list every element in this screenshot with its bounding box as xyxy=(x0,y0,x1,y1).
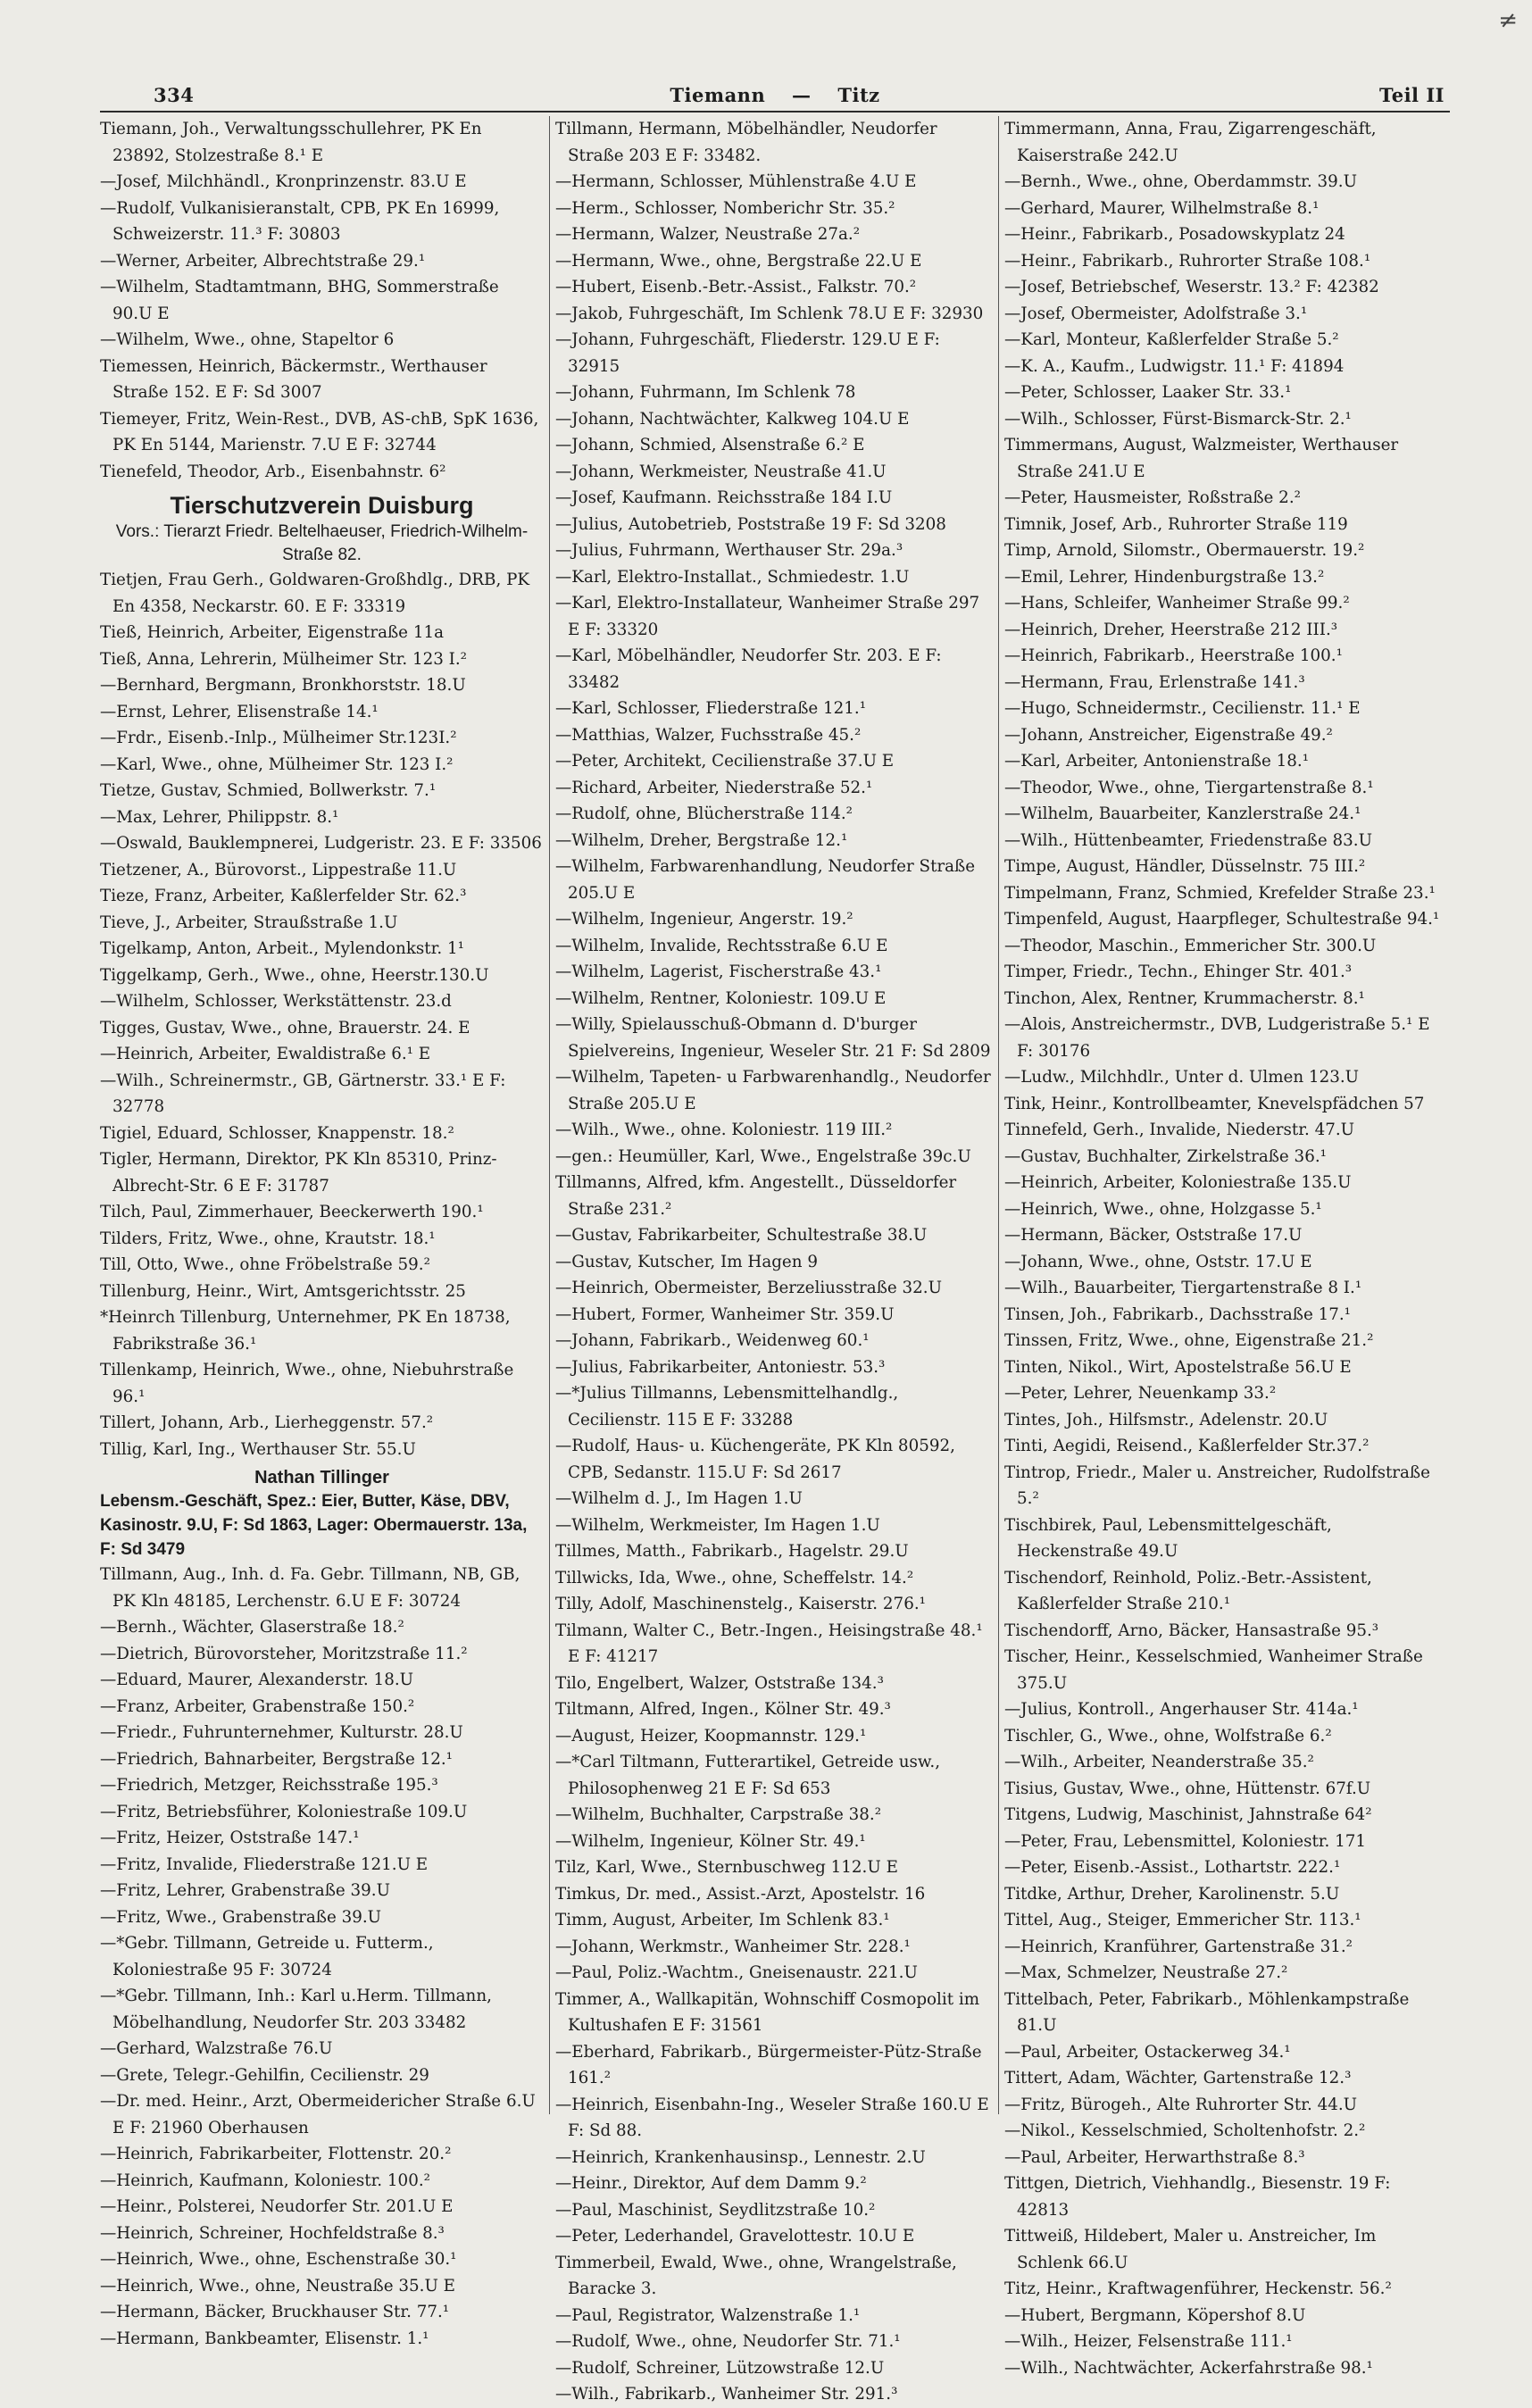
directory-entry: —Wilhelm, Rentner, Koloniestr. 109.U E xyxy=(555,988,887,1008)
directory-entry: —Wilhelm, Ingenieur, Angerstr. 19.² xyxy=(555,910,853,929)
directory-entry: Timpe, August, Händler, Düsselnstr. 75 III.² xyxy=(1004,857,1366,876)
directory-entry: —Hermann, Frau, Erlenstraße 141.³ xyxy=(1004,672,1305,692)
directory-entry: —Karl, Elektro-Installat., Schmiedestr. 1.U xyxy=(555,567,910,587)
directory-entry: Timnik, Josef, Arb., Ruhrorter Straße 119 xyxy=(1004,514,1348,534)
directory-entry: —Herm., Schlosser, Nomberichr Str. 35.² xyxy=(555,198,895,218)
directory-entry: Tilly, Adolf, Maschinenstelg., Kaiserstr. 276.¹ xyxy=(555,1595,926,1613)
advertisement-center: Vors.: Tierarzt Friedr. Beltelhaeuser, Friedrich-Wilhelm-Straße 82. xyxy=(115,522,529,564)
directory-entry: Titgens, Ludwig, Maschinist, Jahnstraße 64² xyxy=(1004,1805,1372,1824)
directory-entry: —Wilh., Heizer, Felsenstraße 111.¹ xyxy=(1004,2332,1293,2351)
page-number: 334 xyxy=(154,84,195,106)
directory-entry: —Julius, Fabrikarbeiter, Antoniestr. 53.³ xyxy=(555,1357,886,1377)
directory-entry: —Peter, Frau, Lebensmittel, Koloniestr. 171 xyxy=(1004,1831,1367,1851)
directory-entry: —Karl, Elektro-Installateur, Wanheimer Straße 297 E F: 33320 xyxy=(555,594,980,639)
directory-entry: Timm, August, Arbeiter, Im Schlenk 83.¹ xyxy=(555,1911,890,1929)
directory-entry: —Karl, Monteur, Kaßlerfelder Straße 5.² xyxy=(1004,330,1339,349)
directory-entry: —Hubert, Bergmann, Köpershof 8.U xyxy=(1004,2305,1306,2325)
directory-entry: —Peter, Hausmeister, Roßstraße 2.² xyxy=(1004,488,1301,507)
directory-entry: —Heinrich, Fabrikarbeiter, Flottenstr. 20.² xyxy=(100,2145,452,2163)
directory-entry: —Heinrich, Eisenbahn-Ing., Weseler Straße 160.U E F: Sd 88. xyxy=(555,2095,989,2140)
directory-entry: Tink, Heinr., Kontrollbeamter, Knevelspfädchen 57 xyxy=(1004,1094,1425,1113)
directory-entry: Tillmanns, Alfred, kfm. Angestellt., Düsseldorfer Straße 231.² xyxy=(555,1173,957,1219)
directory-entry: —Eberhard, Fabrikarb., Bürgermeister-Pütz-Straße 161.² xyxy=(555,2042,982,2087)
directory-entry: Tiemessen, Heinrich, Bäckermstr., Werthauser Straße 152. E F: Sd 3007 xyxy=(100,356,487,402)
directory-entry: Tiemeyer, Fritz, Wein-Rest., DVB, AS-chB, SpK 1636, PK En 5144, Marienstr. 7.U E F: 32744 xyxy=(100,409,539,454)
directory-entry: Tintrop, Friedr., Maler u. Anstreicher, Rudolfstraße 5.² xyxy=(1004,1462,1430,1508)
directory-entry: —Wilh., Schreinermstr., GB, Gärtnerstr. 33.¹ E F: 32778 xyxy=(100,1071,506,1116)
directory-entry: Timmerbeil, Ewald, Wwe., ohne, Wrangelstraße, Baracke 3. xyxy=(555,2253,957,2298)
directory-entry: —Julius, Fuhrmann, Werthauser Str. 29a.³ xyxy=(555,541,903,560)
directory-entry: —Wilhelm, Werkmeister, Im Hagen 1.U xyxy=(555,1515,880,1535)
directory-entry: —Josef, Betriebschef, Weserstr. 13.² F: 42382 xyxy=(1004,278,1379,296)
directory-entry: —Hermann, Wwe., ohne, Bergstraße 22.U E xyxy=(555,251,922,271)
directory-entry: —Wilhelm, Stadtamtmann, BHG, Sommerstraße 90.U E xyxy=(100,278,499,323)
directory-entry: —Matthias, Walzer, Fuchsstraße 45.² xyxy=(555,725,862,745)
directory-entry: —K. A., Kaufm., Ludwigstr. 11.¹ F: 41894 xyxy=(1004,356,1345,376)
directory-entry: —Oswald, Bauklempnerei, Ludgeristr. 23. E F: 33506 xyxy=(100,834,542,853)
directory-entry: Timmermann, Anna, Frau, Zigarrengeschäft, Kaiserstraße 242.U xyxy=(1004,120,1377,165)
directory-entry: —Wilhelm, Buchhalter, Carpstraße 38.² xyxy=(555,1805,882,1824)
directory-entry: —Friedrich, Metzger, Reichsstraße 195.³ xyxy=(100,1776,438,1795)
running-title-right: Titz xyxy=(837,84,880,106)
directory-entry: —Gustav, Fabrikarbeiter, Schultestraße 38.U xyxy=(555,1226,928,1245)
directory-entry: —Willy, Spielausschuß-Obmann d. D'burger Spielvereins, Ingenieur, Weseler Str. 21 F: Sd 2809 xyxy=(555,1015,991,1061)
directory-entry: —Franz, Arbeiter, Grabenstraße 150.² xyxy=(100,1696,415,1716)
directory-entry: —Wilh., Schlosser, Fürst-Bismarck-Str. 2.¹ xyxy=(1004,409,1352,429)
directory-entry: —Hubert, Eisenb.-Betr.-Assist., Falkstr. 70.² xyxy=(555,278,917,296)
directory-entry: Tillenburg, Heinr., Wirt, Amtsgerichtsstr. 25 xyxy=(100,1281,466,1301)
directory-entry: —Rudolf, Haus- u. Küchengeräte, PK Kln 80592, CPB, Sedanstr. 115.U F: Sd 2617 xyxy=(555,1437,955,1482)
directory-entry: —Friedr., Fuhrunternehmer, Kulturstr. 28.U xyxy=(100,1723,463,1742)
directory-entry: —Ernst, Lehrer, Elisenstraße 14.¹ xyxy=(100,702,379,721)
directory-entry: —Frdr., Eisenb.-Inlp., Mülheimer Str.123I.² xyxy=(100,729,457,747)
directory-entry: Tittert, Adam, Wächter, Gartenstraße 12.³ xyxy=(1004,2069,1352,2087)
directory-entry: —Gerhard, Maurer, Wilhelmstraße 8.¹ xyxy=(1004,198,1320,218)
directory-entry: Till, Otto, Wwe., ohne Fröbelstraße 59.² xyxy=(100,1255,430,1274)
directory-entry: —Paul, Arbeiter, Ostackerweg 34.¹ xyxy=(1004,2042,1291,2062)
directory-entry: —Josef, Milchhändl., Kronprinzenstr. 83.U E xyxy=(100,172,467,191)
directory-entry: —Karl, Wwe., ohne, Mülheimer Str. 123 I.² xyxy=(100,754,454,774)
directory-entry: —*Gebr. Tillmann, Inh.: Karl u.Herm. Tillmann, Möbelhandlung, Neudorfer Str. 203 33482 xyxy=(100,1987,492,2032)
running-title-separator: — xyxy=(792,84,812,106)
directory-entry: Tischendorff, Arno, Bäcker, Hansastraße 95.³ xyxy=(1004,1621,1379,1640)
directory-entry: —Wilh., Nachtwächter, Ackerfahrstraße 98.¹ xyxy=(1004,2358,1373,2378)
directory-entry: —Bernh., Wächter, Glaserstraße 18.² xyxy=(100,1618,404,1637)
directory-entry: —Heinr., Polsterei, Neudorfer Str. 201.U E xyxy=(100,2197,454,2216)
directory-entry: —Gerhard, Walzstraße 76.U xyxy=(100,2039,333,2058)
directory-entry: —Dr. med. Heinr., Arzt, Obermeidericher Straße 6.U E F: 21960 Oberhausen xyxy=(100,2092,536,2137)
directory-entry: —Peter, Architekt, Cecilienstraße 37.U E xyxy=(555,752,895,771)
directory-entry: —Johann, Wwe., ohne, Oststr. 17.U E xyxy=(1004,1252,1312,1271)
directory-entry: —Wilhelm, Lagerist, Fischerstraße 43.¹ xyxy=(555,962,882,981)
directory-entry: Tillig, Karl, Ing., Werthauser Str. 55.U xyxy=(100,1439,416,1459)
directory-entry: Tietze, Gustav, Schmied, Bollwerkstr. 7.¹ xyxy=(100,781,437,800)
directory-entry: Tiltmann, Alfred, Ingen., Kölner Str. 49.³ xyxy=(555,1700,891,1719)
directory-entry: Tillert, Johann, Arb., Lierheggenstr. 57.² xyxy=(100,1413,434,1432)
directory-entry: —Paul, Registrator, Walzenstraße 1.¹ xyxy=(555,2305,861,2325)
directory-entry: Tittel, Aug., Steiger, Emmericher Str. 113.¹ xyxy=(1004,1911,1361,1929)
directory-entry: —Peter, Eisenb.-Assist., Lothartstr. 222.¹ xyxy=(1004,1858,1341,1877)
directory-entry: Tietzener, A., Bürovorst., Lippestraße 11.U xyxy=(100,860,457,879)
directory-entry: —Werner, Arbeiter, Albrechtstraße 29.¹ xyxy=(100,251,426,271)
directory-entry: —Alois, Anstreichermstr., DVB, Ludgeristraße 5.¹ E F: 30176 xyxy=(1004,1015,1430,1061)
directory-entry: —Peter, Lehrer, Neuenkamp 33.² xyxy=(1004,1384,1277,1403)
directory-entry: —Max, Schmelzer, Neustraße 27.² xyxy=(1004,1963,1288,1982)
directory-entry: —Heinr., Direktor, Auf dem Damm 9.² xyxy=(555,2174,867,2193)
directory-entry: Tieß, Anna, Lehrerin, Mülheimer Str. 123 I.² xyxy=(100,649,468,669)
directory-entry: Tischbirek, Paul, Lebensmittelgeschäft, Heckenstraße 49.U xyxy=(1004,1515,1332,1561)
directory-entry: —Gustav, Kutscher, Im Hagen 9 xyxy=(555,1252,818,1271)
directory-entry: Tillwicks, Ida, Wwe., ohne, Scheffelstr. 14.² xyxy=(555,1568,914,1587)
directory-entry: —Wilhelm, Dreher, Bergstraße 12.¹ xyxy=(555,830,848,850)
directory-entry: —Wilhelm, Invalide, Rechtsstraße 6.U E xyxy=(555,936,888,955)
directory-entry: Titz, Heinr., Kraftwagenführer, Heckenstr. 56.² xyxy=(1004,2279,1392,2298)
running-title-left: Tiemann xyxy=(670,84,766,106)
directory-entry: Tisius, Gustav, Wwe., ohne, Hüttenstr. 67f.U xyxy=(1004,1779,1371,1798)
directory-entry: Tinsen, Joh., Fabrikarb., Dachsstraße 17.¹ xyxy=(1004,1304,1351,1324)
directory-entry: —Heinrich, Arbeiter, Koloniestraße 135.U xyxy=(1004,1173,1352,1192)
directory-entry: —Richard, Arbeiter, Niederstraße 52.¹ xyxy=(555,778,873,797)
directory-entry: Tittweiß, Hildebert, Maler u. Anstreicher, Im Schlenk 66.U xyxy=(1004,2227,1377,2272)
directory-entry: Timpenfeld, August, Haarpfleger, Schultestraße 94.¹ xyxy=(1004,910,1440,929)
directory-entry: Tieß, Heinrich, Arbeiter, Eigenstraße 11a xyxy=(100,623,444,642)
directory-entry: Tieze, Franz, Arbeiter, Kaßlerfelder Str. 62.³ xyxy=(100,887,467,905)
column-left xyxy=(100,116,549,2348)
directory-entry: —Peter, Schlosser, Laaker Str. 33.¹ xyxy=(1004,383,1292,402)
directory-entry: Tilch, Paul, Zimmerhauer, Beeckerwerth 190.¹ xyxy=(100,1203,484,1221)
directory-entry: —Nikol., Kesselschmied, Scholtenhofstr. 2.² xyxy=(1004,2121,1366,2140)
directory-entry: —Wilh., Fabrikarb., Wanheimer Str. 291.³ xyxy=(555,2385,898,2404)
directory-entry: —gen.: Heumüller, Karl, Wwe., Engelstraße 39c.U xyxy=(555,1146,971,1166)
directory-entry: Tiggelkamp, Gerh., Wwe., ohne, Heerstr.130.U xyxy=(100,965,489,985)
directory-entry: —Heinrich, Schreiner, Hochfeldstraße 8.³ xyxy=(100,2223,445,2243)
directory-entry: —Johann, Fuhrgeschäft, Fliederstr. 129.U E F: 32915 xyxy=(555,330,940,376)
running-title xyxy=(100,84,1450,106)
directory-entry: —Heinrich, Wwe., ohne, Holzgasse 5.¹ xyxy=(1004,1199,1322,1219)
directory-entry: —*Gebr. Tillmann, Getreide u. Futterm., Koloniestraße 95 F: 30724 xyxy=(100,1934,434,1979)
directory-entry: —Rudolf, Wwe., ohne, Neudorfer Str. 71.¹ xyxy=(555,2332,901,2351)
directory-entry: —Heinrich, Fabrikarb., Heerstraße 100.¹ xyxy=(1004,646,1343,665)
directory-entry: —Emil, Lehrer, Hindenburgstraße 13.² xyxy=(1004,567,1325,587)
directory-entry: —Dietrich, Bürovorsteher, Moritzstraße 11.² xyxy=(100,1644,468,1663)
directory-entry: Tilo, Engelbert, Walzer, Oststraße 134.³ xyxy=(555,1673,884,1693)
directory-entry: —Wilhelm, Wwe., ohne, Stapeltor 6 xyxy=(100,330,395,349)
directory-entry: —Hans, Schleifer, Wanheimer Straße 99.² xyxy=(1004,594,1350,612)
directory-entry: Tillmes, Matth., Fabrikarb., Hagelstr. 29.U xyxy=(555,1542,909,1561)
directory-entry: —Hermann, Bäcker, Oststraße 17.U xyxy=(1004,1226,1303,1245)
directory-entry: —Bernhard, Bergmann, Bronkhorststr. 18.U xyxy=(100,676,466,695)
directory-entry: —Heinrich, Arbeiter, Ewaldistraße 6.¹ E xyxy=(100,1045,431,1063)
directory-entry: —Heinr., Fabrikarb., Posadowskyplatz 24 xyxy=(1004,225,1345,244)
directory-entry: —Rudolf, Schreiner, Lützowstraße 12.U xyxy=(555,2358,885,2378)
directory-entry: Timper, Friedr., Techn., Ehinger Str. 401.³ xyxy=(1004,962,1353,981)
directory-entry: —Karl, Möbelhändler, Neudorfer Str. 203. E F: 33482 xyxy=(555,646,942,692)
directory-entry: —Karl, Arbeiter, Antonienstraße 18.¹ xyxy=(1004,752,1310,771)
directory-entry: —Theodor, Wwe., ohne, Tiergartenstraße 8.¹ xyxy=(1004,778,1374,797)
directory-entry: —Fritz, Invalide, Fliederstraße 121.U E xyxy=(100,1854,429,1874)
directory-entry: —*Julius Tillmanns, Lebensmittelhandlg., Cecilienstr. 115 E F: 33288 xyxy=(555,1384,899,1429)
directory-entry: Tintes, Joh., Hilfsmstr., Adelenstr. 20.U xyxy=(1004,1410,1328,1429)
directory-entry: —August, Heizer, Koopmannstr. 129.¹ xyxy=(555,1726,867,1746)
directory-entry: —Johann, Anstreicher, Eigenstraße 49.² xyxy=(1004,725,1333,745)
directory-entry: —Johann, Fabrikarb., Weidenweg 60.¹ xyxy=(555,1331,870,1350)
directory-entry: —Wilhelm, Schlosser, Werkstättenstr. 23.d xyxy=(100,992,452,1011)
directory-entry: —Heinrich, Obermeister, Berzeliusstraße 32.U xyxy=(555,1279,943,1297)
directory-entry: Tillmann, Hermann, Möbelhändler, Neudorfer Straße 203 E F: 33482. xyxy=(555,120,937,165)
directory-entry: —Heinr., Fabrikarb., Ruhrorter Straße 108.¹ xyxy=(1004,251,1371,271)
directory-entry: —Fritz, Bürogeh., Alte Ruhrorter Str. 44.U xyxy=(1004,2095,1358,2114)
directory-entry: —Paul, Arbeiter, Herwarthstraße 8.³ xyxy=(1004,2147,1305,2167)
directory-entry: —Wilh., Wwe., ohne. Koloniestr. 119 III.² xyxy=(555,1121,893,1139)
directory-entry: Tittelbach, Peter, Fabrikarb., Möhlenkampstraße 81.U xyxy=(1004,1989,1410,2035)
directory-entry: —Heinrich, Dreher, Heerstraße 212 III.³ xyxy=(1004,620,1338,639)
directory-entry: —Eduard, Maurer, Alexanderstr. 18.U xyxy=(100,1671,414,1689)
column-right xyxy=(998,116,1447,2378)
directory-entry: —Friedrich, Bahnarbeiter, Bergstraße 12.¹ xyxy=(100,1749,454,1769)
directory-entry: —Josef, Obermeister, Adolfstraße 3.¹ xyxy=(1004,304,1308,323)
directory-entry: —Hermann, Bankbeamter, Elisenstr. 1.¹ xyxy=(100,2329,429,2348)
directory-entry: —*Carl Tiltmann, Futterartikel, Getreide usw., Philosophenweg 21 E F: Sd 653 xyxy=(555,1753,941,1798)
directory-entry: —Gustav, Buchhalter, Zirkelstraße 36.¹ xyxy=(1004,1146,1327,1166)
directory-entry: —Heinrich, Wwe., ohne, Neustraße 35.U E xyxy=(100,2276,456,2296)
directory-entry: —Wilhelm, Ingenieur, Kölner Str. 49.¹ xyxy=(555,1831,866,1851)
directory-entry: —Fritz, Betriebsführer, Koloniestraße 109.U xyxy=(100,1802,468,1821)
directory-entry: Timmermans, August, Walzmeister, Werthauser Straße 241.U E xyxy=(1004,436,1399,481)
advertisement-name: Nathan Tillinger xyxy=(254,1468,389,1487)
directory-entry: Tienefeld, Theodor, Arb., Eisenbahnstr. 6² xyxy=(100,462,446,481)
directory-entry: Tiemann, Joh., Verwaltungsschullehrer, PK En 23892, Stolzestraße 8.¹ E xyxy=(100,120,482,165)
directory-entry: Tischer, Heinr., Kesselschmied, Wanheimer Straße 375.U xyxy=(1004,1647,1423,1693)
directory-entry: Timpelmann, Franz, Schmied, Krefelder Straße 23.¹ xyxy=(1004,883,1436,903)
directory-entry: —Wilhelm, Tapeten- u Farbwarenhandlg., Neudorfer Straße 205.U E xyxy=(555,1068,991,1113)
column-middle xyxy=(549,116,998,2404)
directory-entry: —Julius, Kontroll., Angerhauser Str. 414a.¹ xyxy=(1004,1700,1359,1719)
directory-entry: Tietjen, Frau Gerh., Goldwaren-Großhdlg., DRB, PK En 4358, Neckarstr. 60. E F: 33319 xyxy=(100,571,530,616)
directory-entry: Tigelkamp, Anton, Arbeit., Mylendonkstr. 1¹ xyxy=(100,939,464,958)
directory-entry: —Jakob, Fuhrgeschäft, Im Schlenk 78.U E F: 32930 xyxy=(555,304,984,323)
directory-entry: Tinten, Nikol., Wirt, Apostelstraße 56.U E xyxy=(1004,1357,1352,1377)
directory-entry: Timp, Arnold, Silomstr., Obermauerstr. 19.² xyxy=(1004,541,1365,560)
directory-entry: Tigiel, Eduard, Schlosser, Knappenstr. 18.² xyxy=(100,1123,454,1143)
directory-entry: —Wilh., Arbeiter, Neanderstraße 35.² xyxy=(1004,1753,1314,1771)
directory-entry: —Heinrich, Wwe., ohne, Eschenstraße 30.¹ xyxy=(100,2250,457,2269)
directory-entry: Tilders, Fritz, Wwe., ohne, Krautstr. 18.¹ xyxy=(100,1229,436,1248)
directory-entry: —Heinrich, Krankenhausinsp., Lennestr. 2.U xyxy=(555,2147,926,2167)
directory-entry: —Heinrich, Kranführer, Gartenstraße 31.² xyxy=(1004,1937,1353,1956)
directory-entry: —Hermann, Schlosser, Mühlenstraße 4.U E xyxy=(555,172,917,191)
directory-entry: —Rudolf, Vulkanisieranstalt, CPB, PK En 16999, Schweizerstr. 11.³ F: 30803 xyxy=(100,198,500,244)
directory-entry: —Max, Lehrer, Philippstr. 8.¹ xyxy=(100,807,339,827)
directory-entry: Timmer, A., Wallkapitän, Wohnschiff Cosmopolit im Kultushafen E F: 31561 xyxy=(555,1989,980,2035)
directory-entry: —Johann, Nachtwächter, Kalkweg 104.U E xyxy=(555,409,910,429)
directory-entry: Titdke, Arthur, Dreher, Karolinenstr. 5.U xyxy=(1004,1884,1340,1904)
directory-entry: Tinti, Aegidi, Reisend., Kaßlerfelder Str.37.² xyxy=(1004,1437,1370,1455)
directory-entry: Timkus, Dr. med., Assist.-Arzt, Apostelstr. 16 xyxy=(555,1884,926,1904)
directory-entry: —Paul, Maschinist, Seydlitzstraße 10.² xyxy=(555,2200,876,2220)
advertisement-title: Tierschutzverein Duisburg xyxy=(170,492,474,519)
directory-entry: —Theodor, Maschin., Emmericher Str. 300.U xyxy=(1004,936,1377,955)
directory-entry: —Fritz, Lehrer, Grabenstraße 39.U xyxy=(100,1881,391,1900)
directory-entry: —Wilhelm, Bauarbeiter, Kanzlerstraße 24.¹ xyxy=(1004,804,1361,823)
directory-entry: —Wilhelm, Farbwarenhandlung, Neudorfer Straße 205.U E xyxy=(555,857,976,903)
page-header xyxy=(100,79,1450,112)
directory-entry: —Johann, Werkmstr., Wanheimer Str. 228.¹ xyxy=(555,1937,911,1956)
directory-entry: —Karl, Schlosser, Fliederstraße 121.¹ xyxy=(555,699,867,718)
part-label: Teil II xyxy=(1379,84,1445,106)
directory-entry: —Grete, Telegr.-Gehilfin, Cecilienstr. 29 xyxy=(100,2065,429,2085)
directory-entry: Tinnefeld, Gerh., Invalide, Niederstr. 47.U xyxy=(1004,1121,1355,1139)
directory-entry: Tilz, Karl, Wwe., Sternbuschweg 112.U E xyxy=(555,1858,898,1877)
directory-entry: —Hubert, Former, Wanheimer Str. 359.U xyxy=(555,1304,895,1324)
directory-entry: Tigges, Gustav, Wwe., ohne, Brauerstr. 24. E xyxy=(100,1018,470,1037)
directory-entry: Tischler, G., Wwe., ohne, Wolfstraße 6.² xyxy=(1004,1726,1332,1746)
directory-entry: —Heinrich, Kaufmann, Koloniestr. 100.² xyxy=(100,2171,430,2190)
directory-entry: —Bernh., Wwe., ohne, Oberdammstr. 39.U xyxy=(1004,172,1358,191)
directory-entry: —Ludw., Milchhdlr., Unter d. Ulmen 123.U xyxy=(1004,1068,1360,1087)
directory-entry: —Hermann, Bäcker, Bruckhauser Str. 77.¹ xyxy=(100,2303,450,2321)
directory-entry: —Johann, Werkmeister, Neustraße 41.U xyxy=(555,462,887,481)
directory-entry: —Rudolf, ohne, Blücherstraße 114.² xyxy=(555,804,853,823)
directory-entry: —Julius, Autobetrieb, Poststraße 19 F: Sd 3208 xyxy=(555,514,946,534)
directory-entry: Tigler, Hermann, Direktor, PK Kln 85310, Prinz-Albrecht-Str. 6 E F: 31787 xyxy=(100,1150,497,1196)
directory-entry: —Hermann, Walzer, Neustraße 27a.² xyxy=(555,225,861,244)
directory-entry: —Wilh., Bauarbeiter, Tiergartenstraße 8 I.¹ xyxy=(1004,1279,1362,1297)
directory-entry: —Hugo, Schneidermstr., Cecilienstr. 11.¹ E xyxy=(1004,699,1361,718)
directory-entry: —Paul, Poliz.-Wachtm., Gneisenaustr. 221.U xyxy=(555,1963,918,1982)
directory-entry: —Johann, Schmied, Alsenstraße 6.² E xyxy=(555,436,865,454)
directory-entry: —Johann, Fuhrmann, Im Schlenk 78 xyxy=(555,383,856,402)
directory-entry: Tinssen, Fritz, Wwe., ohne, Eigenstraße 21.² xyxy=(1004,1331,1374,1350)
directory-entry: —Josef, Kaufmann. Reichsstraße 184 I.U xyxy=(555,488,893,507)
directory-entry: —Fritz, Heizer, Oststraße 147.¹ xyxy=(100,1829,360,1847)
advertisement-bold: Lebensm.-Geschäft, Spez.: Eier, Butter, Käse, DBV, Kasinostr. 9.U, F: Sd 1863, Lager: Obermauerstr. 13a, F: Sd 3479 xyxy=(100,1492,528,1559)
corner-mark: ≠ xyxy=(1498,7,1518,34)
directory-entry: —Fritz, Wwe., Grabenstraße 39.U xyxy=(100,1907,382,1927)
directory-columns xyxy=(100,116,1450,2404)
directory-entry: Tieve, J., Arbeiter, Straußstraße 1.U xyxy=(100,912,398,932)
directory-entry: Tinchon, Alex, Rentner, Krummacherstr. 8.¹ xyxy=(1004,988,1365,1008)
directory-entry: *Heinrch Tillenburg, Unternehmer, PK En 18738, Fabrikstraße 36.¹ xyxy=(100,1308,511,1354)
directory-entry: Tillmann, Aug., Inh. d. Fa. Gebr. Tillmann, NB, GB, PK Kln 48185, Lerchenstr. 6.U E F: 30724 xyxy=(100,1565,520,1611)
directory-entry: —Peter, Lederhandel, Gravelottestr. 10.U E xyxy=(555,2227,915,2246)
directory-entry: —Wilhelm d. J., Im Hagen 1.U xyxy=(555,1489,803,1508)
directory-entry: Tischendorf, Reinhold, Poliz.-Betr.-Assistent, Kaßlerfelder Straße 210.¹ xyxy=(1004,1568,1372,1613)
directory-entry: Tittgen, Dietrich, Viehhandlg., Biesenstr. 19 F: 42813 xyxy=(1004,2174,1391,2220)
directory-entry: —Wilh., Hüttenbeamter, Friedenstraße 83.U xyxy=(1004,830,1372,850)
directory-entry: Tilmann, Walter C., Betr.-Ingen., Heisingstraße 48.¹ E F: 41217 xyxy=(555,1621,983,1666)
directory-entry: Tillenkamp, Heinrich, Wwe., ohne, Niebuhrstraße 96.¹ xyxy=(100,1361,514,1406)
